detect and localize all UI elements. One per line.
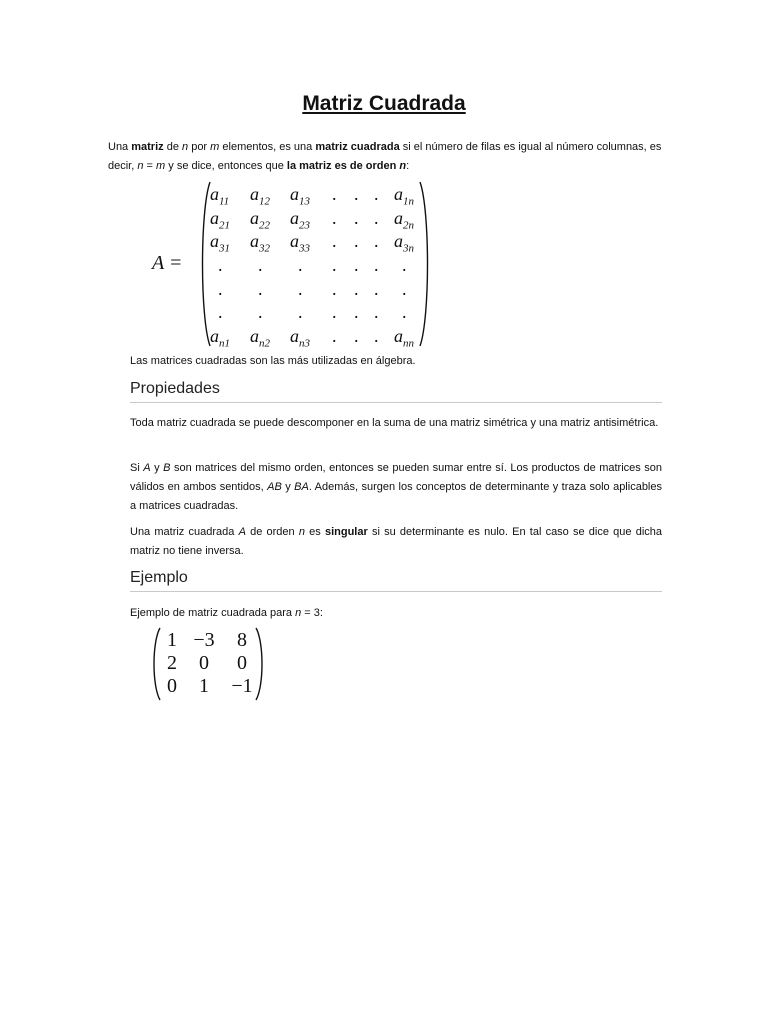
matrix-entry: . — [402, 302, 407, 322]
matrix-entry: $a_{nn}$ — [394, 326, 414, 350]
matrix-entry: $a_{12}$ — [250, 184, 270, 208]
matrix-entry: . — [374, 302, 379, 322]
matrix-entry: . — [332, 184, 337, 204]
ejemplo-intro — [130, 604, 684, 623]
italic-var: n — [182, 141, 189, 153]
italic-var: m — [210, 141, 220, 153]
matrix-entry: . — [354, 231, 359, 251]
matrix-entry: $a_{13}$ — [290, 184, 310, 208]
matrix-entry: $a_{33}$ — [290, 231, 310, 255]
matrix-entry: . — [354, 326, 359, 346]
example-matrix-entry: 1 — [199, 675, 209, 697]
matrix-entry: . — [332, 279, 337, 299]
example-matrix-entry: 2 — [167, 652, 177, 674]
matrix-entry: . — [374, 208, 379, 228]
matrix-entry: . — [374, 279, 379, 299]
italic-var: AB — [267, 481, 282, 493]
text: Una — [108, 141, 132, 153]
section-heading-propiedades: Propiedades — [130, 380, 662, 403]
matrix-entry: $a_{n2}$ — [250, 326, 270, 350]
text: y — [281, 481, 295, 493]
bold-text: singular — [324, 526, 368, 538]
text: y — [150, 462, 164, 474]
text: si el número de filas es igual al número columnas, es decir, — [108, 141, 662, 172]
matrix-entry: . — [354, 184, 359, 204]
text: de orden — [245, 526, 299, 538]
matrix-lhs: A = — [152, 252, 183, 274]
matrices-usage-note: Las matrices cuadradas son las más utilizadas en álgebra. — [130, 355, 416, 367]
bold-text: matriz — [131, 141, 164, 153]
matrix-entry: . — [332, 326, 337, 346]
matrix-entry: . — [218, 255, 223, 275]
example-matrix-entry: 1 — [167, 629, 177, 651]
matrix-entry: $a_{22}$ — [250, 208, 270, 232]
example-matrix-entry: 0 — [237, 652, 247, 674]
matrix-entry: . — [374, 326, 379, 346]
matrix-entry: . — [354, 208, 359, 228]
bold-text: la matriz es de orden — [286, 160, 400, 172]
page-title: Matriz Cuadrada — [302, 92, 466, 115]
matrix-entry: $a_{21}$ — [210, 208, 230, 232]
italic-var: A — [143, 462, 151, 474]
matrix-entry: $a_{n3}$ — [290, 326, 310, 350]
matrix-entry: . — [218, 279, 223, 299]
matrix-entry: . — [354, 279, 359, 299]
matrix-entry: . — [332, 208, 337, 228]
text: y se dice, entonces que — [165, 160, 287, 172]
propiedad-paragraph-2 — [130, 459, 662, 516]
text: . Además, surgen los conceptos de determinante y traza solo aplicables a matrices cuadradas. — [130, 481, 662, 512]
italic-var: BA — [294, 481, 309, 493]
text: de — [163, 141, 183, 153]
matrix-entry: $a_{31}$ — [210, 231, 230, 255]
italic-var: m — [156, 160, 166, 172]
text: por — [188, 141, 211, 153]
intro-paragraph — [108, 138, 662, 176]
italic-var: A — [238, 526, 246, 538]
text: Si — [130, 462, 144, 474]
italic-var: n — [137, 160, 144, 172]
matrix-entry: . — [354, 255, 359, 275]
matrix-entry: . — [374, 231, 379, 251]
matrix-entry: . — [298, 279, 303, 299]
bold-text: matriz cuadrada — [315, 141, 400, 153]
text: Una matriz cuadrada — [130, 526, 239, 538]
matrix-entry: $a_{3n}$ — [394, 231, 414, 255]
matrix-entry: . — [298, 302, 303, 322]
matrix-entry: $a_{1n}$ — [394, 184, 414, 208]
matrix-entry: $a_{2n}$ — [394, 208, 414, 232]
matrix-entry: . — [354, 302, 359, 322]
section-heading-ejemplo: Ejemplo — [130, 569, 662, 592]
matrix-entry: . — [402, 279, 407, 299]
example-matrix-entry: −1 — [231, 675, 253, 697]
text: si su determinante es nulo. En tal caso se dice que dicha matriz no tiene inversa. — [130, 526, 662, 557]
matrix-entry: $a_{32}$ — [250, 231, 270, 255]
example-matrix-entry: 8 — [237, 629, 247, 651]
matrix-entry: . — [332, 255, 337, 275]
matrix-entry: . — [258, 302, 263, 322]
text: son matrices del mismo orden, entonces se pueden sumar entre sí. Los productos de matrices son válidos en ambos sentidos, — [130, 462, 662, 493]
matrix-entry: . — [218, 302, 223, 322]
matrix-entry: . — [374, 255, 379, 275]
matrix-entry: . — [258, 255, 263, 275]
example-matrix-entry: −3 — [193, 629, 215, 651]
matrix-entry: $a_{n1}$ — [210, 326, 230, 350]
text: = 3: — [301, 607, 323, 619]
propiedad-paragraph-3 — [130, 523, 662, 561]
italic-var: n — [399, 160, 407, 172]
italic-var: B — [163, 462, 171, 474]
matrix-entry: $a_{23}$ — [290, 208, 310, 232]
text: = — [143, 160, 157, 172]
example-matrix-entry: 0 — [199, 652, 209, 674]
text: : — [406, 160, 410, 172]
matrix-entry: . — [258, 279, 263, 299]
propiedad-paragraph-1: Toda matriz cuadrada se puede descomponer en la suma de una matriz simétrica y una matriz antisimétrica. — [130, 417, 659, 429]
matrix-entry: . — [402, 255, 407, 275]
example-matrix-entry: 0 — [167, 675, 177, 697]
matrix-entry: . — [332, 302, 337, 322]
text: Ejemplo de matriz cuadrada para — [130, 607, 296, 619]
matrix-entry: . — [298, 255, 303, 275]
text: elementos, es una — [219, 141, 316, 153]
text: es — [304, 526, 325, 538]
italic-var: n — [295, 607, 302, 619]
right-parenthesis — [418, 180, 432, 348]
matrix-entry: . — [332, 231, 337, 251]
matrix-entry: . — [374, 184, 379, 204]
matrix-entry: $a_{11}$ — [210, 184, 230, 208]
italic-var: n — [298, 526, 305, 538]
